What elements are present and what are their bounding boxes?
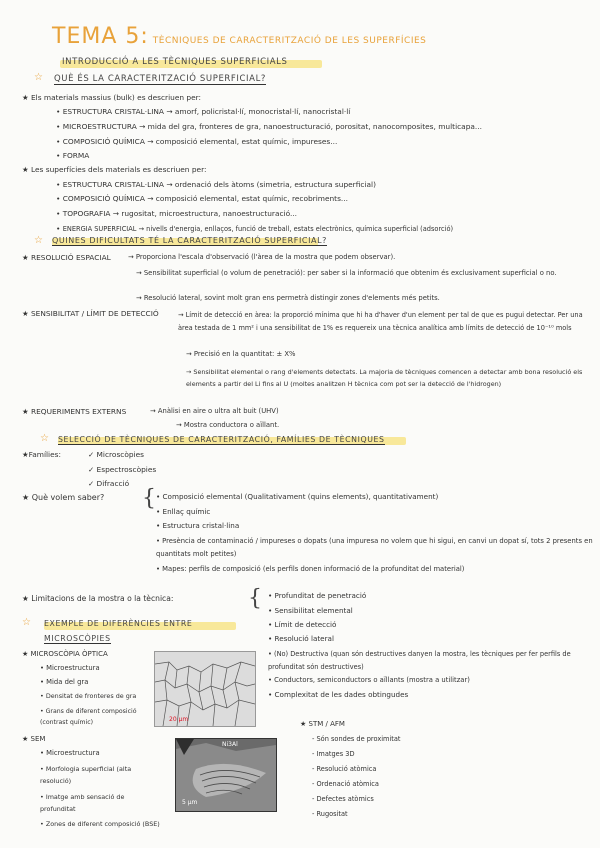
families-label: ★Famílies: bbox=[22, 450, 61, 459]
list-item: • Densitat de fronteres de gra bbox=[40, 692, 137, 700]
list-item: - Ordenació atòmica bbox=[312, 780, 379, 788]
difficulty-label: ★ REQUERIMENTS EXTERNS bbox=[22, 407, 127, 416]
list-item: • Conductors, semiconductors o aïllants (mostra a utilitzar) bbox=[268, 676, 470, 684]
list-item: • MICROESTRUCTURA → mida del gra, fronteres de gra, nanoestructuració, porositat, nanocomposites, multicapa... bbox=[56, 122, 482, 131]
stm-label: ★ STM / AFM bbox=[300, 720, 345, 728]
list-item: → Resolució lateral, sovint molt gran ens permetrà distingir zones d'elements més petits. bbox=[136, 294, 440, 302]
list-item: • Grans de diferent composició (contrast químic) bbox=[40, 708, 137, 726]
list-item: - Defectes atòmics bbox=[312, 795, 374, 803]
sem-label: ★ SEM bbox=[22, 735, 46, 743]
examples-heading: EXEMPLE DE DIFERÈNCIES ENTRE bbox=[44, 619, 193, 628]
list-item: • Composició elemental (Qualitativament (quins elements), quantitativament) bbox=[156, 492, 439, 501]
sem-sample-label: Ni3Al bbox=[222, 741, 238, 748]
selection-heading: SELECCIÓ DE TÈCNIQUES DE CARACTERITZACIÓ, FAMÍLIES DE TÈCNIQUES bbox=[58, 435, 385, 444]
list-item: • ESTRUCTURA CRISTAL·LINA → ordenació dels àtoms (simetria, estructura superficial) bbox=[56, 180, 376, 189]
list-item: ✓ Espectroscòpies bbox=[88, 465, 157, 474]
scale-bar-label: 20 μm bbox=[169, 716, 189, 723]
list-item: • Microestructura bbox=[40, 664, 100, 672]
difficulty-label: ★ SENSIBILITAT / LÍMIT DE DETECCIÓ bbox=[22, 309, 159, 318]
list-item: • Enllaç químic bbox=[156, 507, 211, 516]
list-item: • Resolució lateral bbox=[268, 634, 334, 643]
list-item: • ESTRUCTURA CRISTAL·LINA → amorf, policristal·lí, monocristal·lí, nanocristal·lí bbox=[56, 107, 351, 116]
know-label: ★ Què volem saber? bbox=[22, 493, 105, 502]
list-item: • Complexitat de les dades obtingudes bbox=[268, 690, 409, 699]
list-item: • TOPOGRAFIA → rugositat, microestructura, nanoestructuració... bbox=[56, 209, 298, 218]
brace: { bbox=[248, 586, 262, 611]
list-item: • Presència de contaminació / impureses o dopats (una impuresa no volem que hi sigui, en canvi un dopat sí, tots 2 presents en quantitats molt petites) bbox=[156, 537, 593, 558]
list-item: ✓ Difracció bbox=[88, 479, 130, 488]
list-item: ✓ Microscòpies bbox=[88, 450, 145, 459]
question-heading: QUINES DIFICULTATS TÉ LA CARACTERITZACIÓ SUPERFICIAL? bbox=[52, 236, 328, 245]
list-item: • Sensibilitat elemental bbox=[268, 606, 353, 615]
list-item: - Rugositat bbox=[312, 810, 348, 818]
list-item: • Microestructura bbox=[40, 749, 100, 757]
star-icon: ☆ bbox=[40, 433, 49, 444]
optical-micrograph-image bbox=[154, 651, 256, 727]
list-item: • ENERGIA SUPERFICIAL → nivells d'energia, enllaços, funció de treball, estats electrònics, química superficial (adsorció) bbox=[56, 224, 454, 233]
sem-micrograph-image bbox=[175, 738, 277, 812]
difficulty-label: ★ RESOLUCIÓ ESPACIAL bbox=[22, 253, 111, 262]
scale-bar-label: 5 μm bbox=[182, 799, 198, 806]
list-item: → Mostra conductora o aïllant. bbox=[176, 421, 280, 429]
list-item: • COMPOSICIÓ QUÍMICA → composició elemental, estat químic, impureses... bbox=[56, 137, 338, 146]
list-item: • Zones de diferent composició (BSE) bbox=[40, 820, 160, 828]
limits-label: ★ Limitacions de la mostra o la tècnica: bbox=[22, 594, 174, 603]
list-item: • (No) Destructiva (quan són destructives danyen la mostra, les tècniques per fer perfils de profunditat són destructives) bbox=[268, 650, 571, 671]
list-item: → Anàlisi en aire o ultra alt buit (UHV) bbox=[150, 407, 279, 415]
intro-paragraph: ★ Els materials massius (bulk) es descriuen per: bbox=[22, 93, 202, 102]
list-item: • COMPOSICIÓ QUÍMICA → composició elemental, estat químic, recobriments... bbox=[56, 194, 348, 203]
list-item: • Estructura cristal·lina bbox=[156, 521, 240, 530]
list-item: → Sensibilitat elemental o rang d'elements detectats. La majoria de tècniques comencen a detectar amb bona resolució els elements a partir del Li fins al U (moltes analitzen H tècnica com pot ser la detecció de l'hidrogen) bbox=[186, 368, 583, 388]
star-icon: ☆ bbox=[34, 72, 43, 83]
list-item: • Profunditat de penetració bbox=[268, 591, 367, 600]
brace: { bbox=[142, 486, 156, 511]
question-heading: QUÈ ÉS LA CARACTERITZACIÓ SUPERFICIAL? bbox=[54, 74, 267, 84]
list-item: → Precisió en la quantitat: ± X% bbox=[186, 350, 296, 358]
page-title: TEMA 5: TÈCNIQUES DE CARACTERITZACIÓ DE LES SUPERFÍCIES bbox=[52, 24, 427, 49]
list-item: - Són sondes de proximitat bbox=[312, 735, 401, 743]
intro-paragraph: ★ Les superfícies dels materials es descriuen per: bbox=[22, 165, 207, 174]
list-item: • Mapes: perfils de composició (els perfils donen informació de la profunditat del material) bbox=[156, 565, 465, 573]
list-item: • FORMA bbox=[56, 151, 90, 160]
list-item: → Proporciona l'escala d'observació (l'àrea de la mostra que podem observar). bbox=[128, 253, 396, 261]
star-icon: ☆ bbox=[34, 235, 43, 246]
list-item: • Mida del gra bbox=[40, 678, 89, 686]
list-item: - Imatges 3D bbox=[312, 750, 355, 758]
page-subtitle: TÈCNIQUES DE CARACTERITZACIÓ DE LES SUPERFÍCIES bbox=[152, 36, 427, 46]
list-item: • Límit de detecció bbox=[268, 620, 337, 629]
star-icon: ☆ bbox=[22, 617, 31, 628]
list-item: • Imatge amb sensació de profunditat bbox=[40, 793, 125, 813]
intro-heading: INTRODUCCIÓ A LES TÈCNIQUES SUPERFICIALS bbox=[62, 57, 288, 67]
list-item: • Morfologia superficial (alta resolució) bbox=[40, 765, 132, 785]
list-item: - Resolució atòmica bbox=[312, 765, 377, 773]
list-item: → Límit de detecció en àrea: la proporció mínima que hi ha d'haver d'un element per tal de que es pugui detectar. Per una àrea testada de 1 mm² i una sensibilitat de 1% es requereix una tècnica analítica amb límits de detecció de 10⁻¹⁰ mols bbox=[178, 311, 583, 332]
list-item: → Sensibilitat superficial (o volum de penetració): per saber si la informació que obtenim és exclusivament superficial o no. bbox=[136, 269, 557, 277]
optical-label: ★ MICROSCÒPIA ÒPTICA bbox=[22, 650, 108, 658]
examples-heading-2: MICROSCÒPIES bbox=[44, 634, 111, 643]
